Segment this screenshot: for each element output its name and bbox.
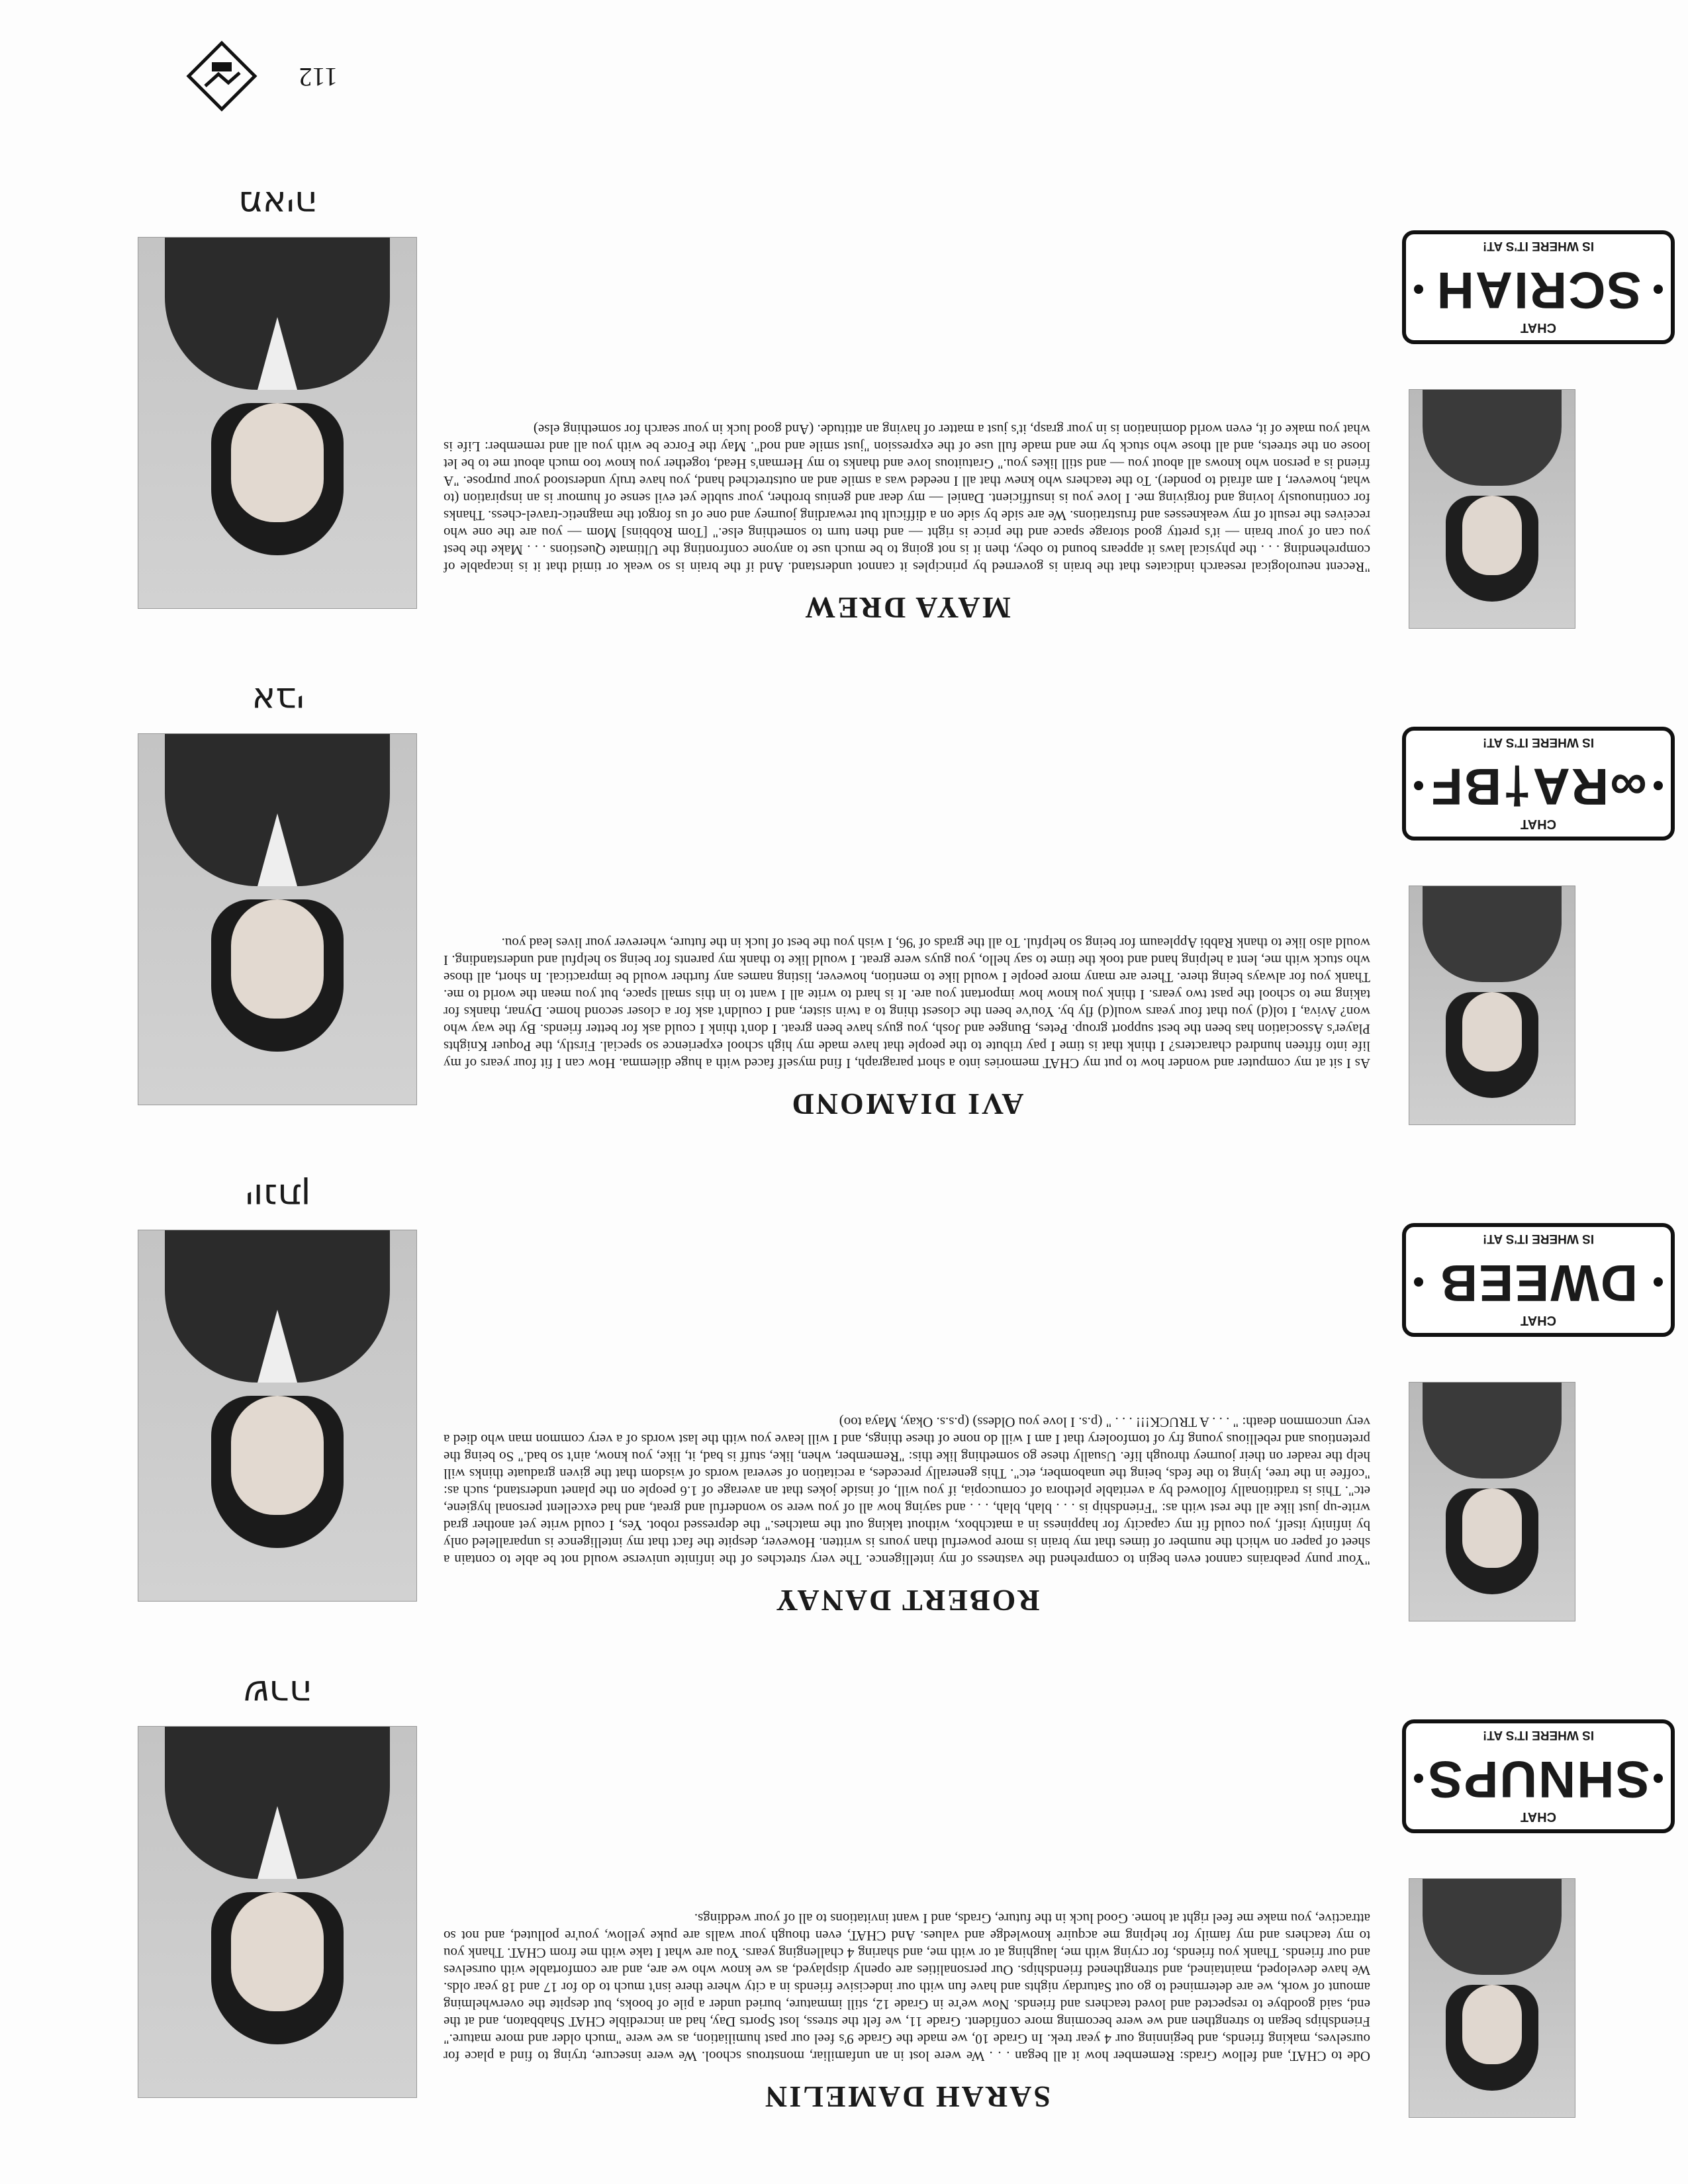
grad-write-up: As I sit at my computer and wonder how to put my CHAT memories into a short paragraph, I find myself faced with a huge dilemma. How can I fit four years of my life into fifteen hundred characters? I think that is time I pay tribute to the people that have made my high school experience so special. Firstly, the Poquer Knights Player's Association has been the best support group. Petes, Bungee and Josh, you guys have been great. I don't think I could ask for better friends. By the way who won? Aviva, I tol(d) you that four years woul(d) fly by. You've been the closest thing to a twin sister, and I couldn't ask for a closer second home. Dynar, thanks for taking me to school the past two years. I think you know how important you are. It is hard to write all I want to in this small space, but you mean the world to me. Thank you for always being there. There are many more people I would like to mention, however, listing names any further would be impractical. In short, all those who stuck with me, lent a helping hand and took the time to say hello, you guys were great. I would like to thank my parents for being so helpful and understanding. I would also like to thank Rabbi Appleaum for being so helpful. To all the grads of '96, I wish you the best of luck in the future, wherever your lives lead you. [444,935,1370,1071]
license-plate [1402,1223,1675,1337]
plate-top-text: CHAT [1520,320,1557,335]
license-plate [1402,230,1675,344]
plate-motto: IS WHERE IT'S AT! [1482,239,1595,253]
grad-entry [0,649,1688,1152]
license-plate [1402,1719,1675,1833]
license-plate [1402,727,1675,841]
grad-name: SARAH DAMELIN [763,2080,1051,2114]
plate-word: ∞RA†BF [1430,758,1647,816]
plate-word: SCRIAH [1435,261,1642,320]
plate-word: DWEEB [1438,1254,1638,1312]
grad-entry [0,1641,1688,2144]
grad-name: MAYA DREW [803,591,1011,625]
page-number: 112 [299,62,338,92]
grad-name: ROBERT DANAY [774,1584,1040,1617]
candid-photo [1409,389,1575,629]
hebrew-name: מאיה [238,183,318,225]
plate-top-text: CHAT [1520,1313,1557,1328]
hebrew-name: יונתן [245,1176,311,1218]
grad-portrait [138,1230,417,1602]
grad-write-up: "Your puny peabrains cannot even begin to comprehend the vastness of my intelligence. The very stretches of the infinite universe would not be able to contain a sheet of paper on which the number of times that my brain is more powerful than yours is written. However, despite the fact that my intelligence is unparalleled only by infinity itself, you could fit my capacity for happiness in a matchbox, without taking out the matches." the depressed robot. Yes, I could write yet another grad write-up just like all the rest with as: "Friendship is . . . blah, blah, . . . and saying how all of you were so wonderful and great, and had excellent personal hygiene, etc". This is traditionally followed by a veritable plethora of cornucopia, if you will, of inside jokes that an average of 1.6 people on the planet understand, such as: "coffee in the tree, lying to the feds, being the unabomber, etc". This generally precedes, a recitation of several words of wisdom that the given graduate thinks will help the reader on their journey through life. Usually these go something like this: "Remember, when, like, stuff is bad, it, like, you know, ain't so bad." So being the pretentious and rebellious young fry of tomfoolery that I am I will do none of these things, and I will leave you with the last words of a very common man who died a very uncommon death: " . . . A TRUCK!!! . . . " (p.s. I love you Oldess) (p.s.s. Okay, Maya too) [444,1414,1370,1568]
grad-entry [0,1145,1688,1648]
plate-motto: IS WHERE IT'S AT! [1482,1232,1595,1246]
plate-word: SHNUPS [1427,1751,1650,1809]
plate-top-text: CHAT [1520,817,1557,831]
grad-write-up: "Recent neurological research indicates that the brain is governed by principles it cannot understand. And if the brain is so weak or timid that it is incapable of comprehending . . . the physical laws it appears bound to obey, then it is not going to be much use to anyone confronting the Ultimate Questions . . . Make the best you can of your brain — it's pretty good storage space and the price is right — and then turn to something else." [Tom Robbins] Mom — you are the one who receives the result of my weaknesses and frustrations. We are side by side on a difficult but rewarding journey and one of us forgot the magnetic-travel-chess. Thanks for continuously loving and forgiving me. I love you is insufficient. Daniel — my dear and genius brother, your subtle yet evil sense of humour is an inspiration (to what, however, I am afraid to ponder). To the teachers who knew that all I needed was a smile and an outstretched hand, you have truly understood your purpose. "A friend is a person who knows all about you — and still likes you." Gratuitous love and thanks to my Herman's Head, together you know too much about me to be let loose on the streets, and all those who stuck by me and made full use of the expression "just smile and nod". May the Force be with you all and remember: Life is what you make of it, even world domination is in your grasp, it's just a matter of having an attitude. (And good luck in your search for something else) [444,422,1370,575]
school-logo-icon [185,40,258,113]
plate-motto: IS WHERE IT'S AT! [1482,1728,1595,1742]
candid-photo [1409,1382,1575,1621]
plate-top-text: CHAT [1520,1809,1557,1824]
hebrew-name: שרה [243,1672,313,1714]
grad-portrait [138,237,417,609]
grad-name: AVI DIAMOND [790,1087,1024,1121]
grad-write-up: Ode to CHAT, and fellow Grads: Remember how it all began . . . We were lost in an unfamiliar, monstrous school. We were insecure, trying to find a place for ourselves, making friends, and beginning our 4 year trek. In Grade 10, we made the Grade 9's feel our past humiliation, as we were "much older and more mature." Friendships began to strengthen and we were becoming more confident. Grade 11, we felt the stress, lost Sports Day, had an incredible CHAT Shabbaton, and at the end, said goodbye to respected and loved teachers and friends. Now we're in Grade 12, still immature, buried under a pile of books, but despite the overwhelming amount of work, we are determined to go out Saturday nights and have fun with our indecisive friends in a city where there isn't much to do for 17 and 18 year olds. We have developed, maintained, and strengthened friendships. Our personalities are openly displayed, as we know who we are, and are comfortable with ourselves and our friends. Thank you friends, for crying with me, laughing at or with me, and sharing 4 challenging years. You are what I take with me from CHAT. Thank you to my teachers and my family for helping me acquire knowledge and values. And CHAT, even though your walls are puke yellow, you're polluted, and not so attractive, you make me feel right at home. Good luck in the future, Grads, and I want invitations to all of your weddings. [444,1911,1370,2064]
grad-entry [0,152,1688,655]
grad-portrait [138,1726,417,2098]
grad-portrait [138,733,417,1105]
plate-motto: IS WHERE IT'S AT! [1482,735,1595,749]
candid-photo [1409,1878,1575,2118]
candid-photo [1409,886,1575,1125]
hebrew-name: אבי [252,680,305,721]
